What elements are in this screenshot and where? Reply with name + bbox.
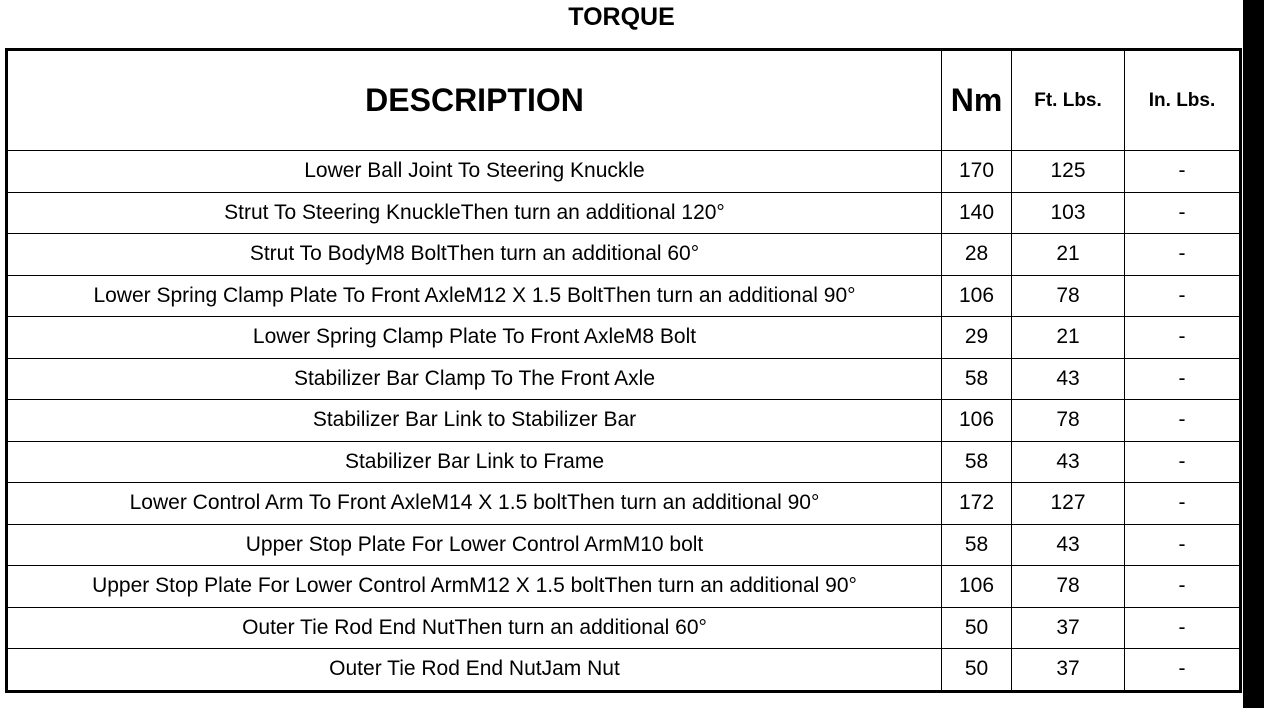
cell-description: Lower Spring Clamp Plate To Front AxleM8 Bolt [7,317,942,359]
cell-description: Outer Tie Rod End NutJam Nut [7,649,942,692]
cell-ft-lbs: 37 [1012,607,1125,649]
torque-table [5,48,1242,693]
cell-ft-lbs: 43 [1012,358,1125,400]
cell-nm: 58 [942,358,1012,400]
table-row [7,317,1241,359]
right-edge-bar [1243,0,1264,708]
cell-description: Strut To Steering KnuckleThen turn an additional 120° [7,192,942,234]
table-row [7,275,1241,317]
cell-in-lbs: - [1125,317,1241,359]
cell-description: Stabilizer Bar Link to Frame [7,441,942,483]
header-description: DESCRIPTION [7,50,942,151]
cell-ft-lbs: 125 [1012,151,1125,193]
table-row [7,524,1241,566]
cell-in-lbs: - [1125,151,1241,193]
table-body [7,151,1241,692]
cell-nm: 106 [942,400,1012,442]
cell-nm: 170 [942,151,1012,193]
cell-ft-lbs: 127 [1012,483,1125,525]
table-row [7,607,1241,649]
table-row [7,234,1241,276]
cell-nm: 106 [942,275,1012,317]
cell-nm: 28 [942,234,1012,276]
cell-nm: 50 [942,649,1012,692]
cell-ft-lbs: 37 [1012,649,1125,692]
table-row [7,151,1241,193]
cell-in-lbs: - [1125,607,1241,649]
cell-ft-lbs: 78 [1012,400,1125,442]
cell-nm: 58 [942,524,1012,566]
cell-nm: 106 [942,566,1012,608]
header-in-lbs: In. Lbs. [1125,50,1241,151]
cell-description: Upper Stop Plate For Lower Control ArmM10 bolt [7,524,942,566]
cell-in-lbs: - [1125,400,1241,442]
cell-in-lbs: - [1125,275,1241,317]
header-ft-lbs: Ft. Lbs. [1012,50,1125,151]
cell-description: Strut To BodyM8 BoltThen turn an additional 60° [7,234,942,276]
page-title: TORQUE [568,3,675,31]
cell-ft-lbs: 78 [1012,566,1125,608]
table-row [7,441,1241,483]
cell-in-lbs: - [1125,483,1241,525]
cell-description: Stabilizer Bar Link to Stabilizer Bar [7,400,942,442]
table-header-row [7,50,1241,151]
cell-ft-lbs: 43 [1012,441,1125,483]
cell-description: Lower Ball Joint To Steering Knuckle [7,151,942,193]
cell-description: Lower Spring Clamp Plate To Front AxleM12 X 1.5 BoltThen turn an additional 90° [7,275,942,317]
cell-description: Stabilizer Bar Clamp To The Front Axle [7,358,942,400]
table-row [7,192,1241,234]
cell-in-lbs: - [1125,234,1241,276]
cell-in-lbs: - [1125,649,1241,692]
cell-in-lbs: - [1125,358,1241,400]
cell-nm: 50 [942,607,1012,649]
cell-in-lbs: - [1125,524,1241,566]
cell-ft-lbs: 103 [1012,192,1125,234]
cell-ft-lbs: 21 [1012,317,1125,359]
cell-nm: 172 [942,483,1012,525]
table-row [7,400,1241,442]
cell-description: Lower Control Arm To Front AxleM14 X 1.5 boltThen turn an additional 90° [7,483,942,525]
cell-ft-lbs: 43 [1012,524,1125,566]
table-row [7,649,1241,692]
cell-in-lbs: - [1125,441,1241,483]
cell-in-lbs: - [1125,192,1241,234]
header-nm: Nm [942,50,1012,151]
cell-description: Upper Stop Plate For Lower Control ArmM12 X 1.5 boltThen turn an additional 90° [7,566,942,608]
table-row [7,483,1241,525]
cell-ft-lbs: 21 [1012,234,1125,276]
table-row [7,358,1241,400]
cell-nm: 140 [942,192,1012,234]
cell-nm: 58 [942,441,1012,483]
cell-ft-lbs: 78 [1012,275,1125,317]
table-row [7,566,1241,608]
cell-description: Outer Tie Rod End NutThen turn an additional 60° [7,607,942,649]
cell-nm: 29 [942,317,1012,359]
cell-in-lbs: - [1125,566,1241,608]
